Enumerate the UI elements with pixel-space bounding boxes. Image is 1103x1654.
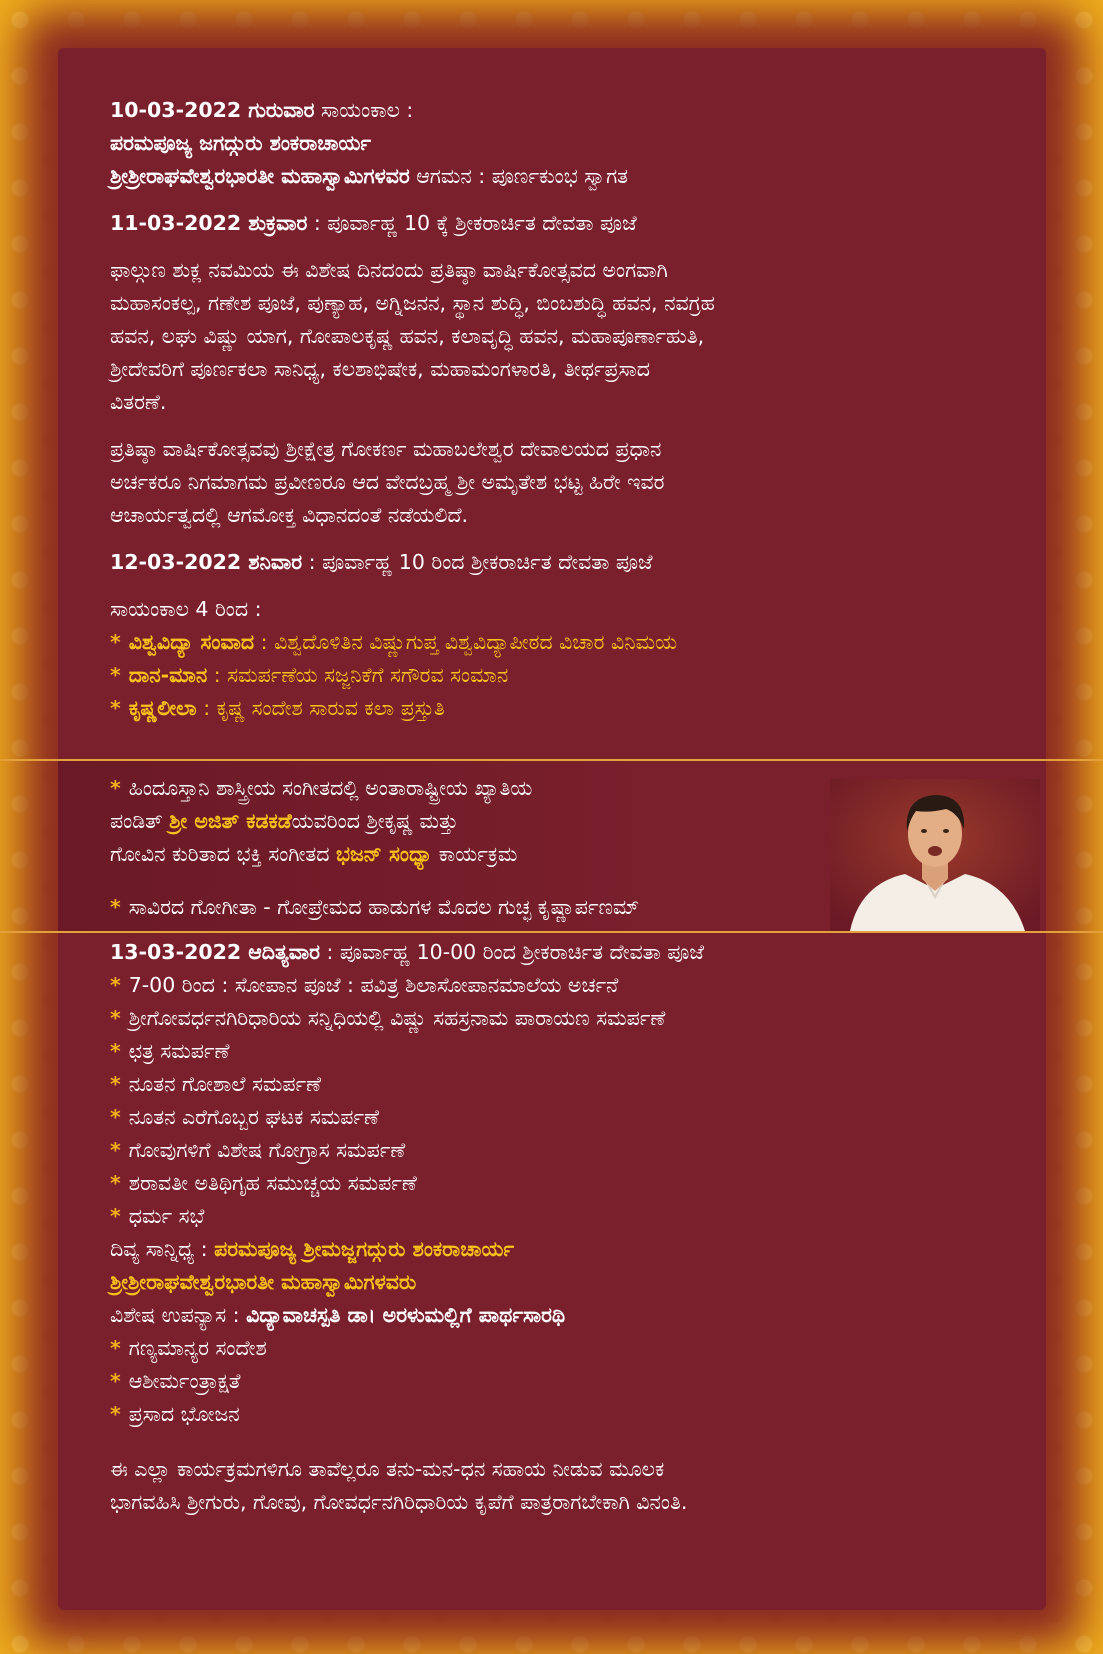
artist-intro: ಹಿಂದೂಸ್ತಾನಿ ಶಾಸ್ತ್ರೀಯ ಸಂಗೀತದಲ್ಲಿ ಅಂತಾರಾಷ್ಟ್ರೀಯ ಖ್ಯಾತಿಯ [128,776,533,800]
artist-portrait-icon [830,779,1040,931]
day2-heading-block [110,207,1010,240]
bullet-star: * [110,1171,121,1195]
day1-swamiji-name: ಶ್ರೀಶ್ರೀರಾಘವೇಶ್ವರಭಾರತೀ ಮಹಾಸ್ವಾಮಿಗಳವರ [110,164,410,188]
list-item [110,659,1010,692]
list-item [110,1002,1010,1035]
day2-para2-line: ಆಚಾರ್ಯತ್ವದಲ್ಲಿ ಆಗಮೋಕ್ತ ವಿಧಾನದಂತೆ ನಡೆಯಲಿದೆ. [110,503,469,527]
item-text: ನೂತನ ಗೋಶಾಲೆ ಸಮರ್ಪಣೆ [128,1072,322,1096]
day2-paragraph-2 [110,433,1010,532]
artist-suffix: ಯವರಿಂದ ಶ್ರೀಕೃಷ್ಣ ಮತ್ತು [291,809,459,833]
day2-para2-line: ಅರ್ಚಕರೂ ನಿಗಮಾಗಮ ಪ್ರವೀಣರೂ ಆದ ವೇದಬ್ರಹ್ಮ ಶ್ರೀ ಅಮೃತೇಶ ಭಟ್ಟ ಹಿರೇ ಇವರ [110,470,665,494]
day2-para1-line: ಮಹಾಸಂಕಲ್ಪ, ಗಣೇಶ ಪೂಜೆ, ಪುಣ್ಯಾಹ, ಅಗ್ನಿಜನನ, ಸ್ಥಾನ ಶುದ್ಧಿ, ಬಿಂಬಶುದ್ಧಿ ಹವನ, ನವಗ್ರಹ [110,291,715,315]
program-name: ಭಜನ್ ಸಂಧ್ಯಾ [336,842,433,866]
list-item [110,1332,1010,1365]
bullet-star: * [110,1039,121,1063]
item-text: ಗಣ್ಯಮಾನ್ಯರ ಸಂದೇಶ [128,1336,267,1360]
item-text: ನೂತನ ಎರೆಗೊಬ್ಬರ ಘಟಕ ಸಮರ್ಪಣೆ [128,1105,379,1129]
item-text: 7-00 ರಿಂದ : ಸೋಪಾನ ಪೂಜೆ : ಪವಿತ್ರ ಶಿಲಾಸೋಪಾನಮಾಲೆಯ ಅರ್ಚನೆ [128,973,619,997]
bullet-star: * [110,1138,121,1162]
artist-photo [830,779,1040,931]
artist-section [110,772,830,924]
item-title: ವಿಶ್ವವಿದ್ಯಾ ಸಂವಾದ [128,630,255,654]
list-item [110,1200,1010,1233]
list-item [110,1068,1010,1101]
day2-heading [110,207,1010,240]
item-title: ಕೃಷ್ಣಲೀಲಾ [128,696,197,720]
item-text: ಆಶೀರ್ಮಂತ್ರಾಕ್ಷತೆ [128,1369,241,1393]
list-item [110,969,1010,1002]
item-text: ಶರಾವತೀ ಅತಿಥಿಗೃಹ ಸಮುಚ್ಚಯ ಸಮರ್ಪಣೆ [128,1171,417,1195]
day4-heading [110,936,1010,969]
list-item [110,1101,1010,1134]
program-suffix: ಕಾರ್ಯಕ್ರಮ [432,842,518,866]
bullet-star: * [110,1105,121,1129]
upanyasa-label: ವಿಶೇಷ ಉಪನ್ಯಾಸ : [110,1303,247,1327]
day3-heading [110,546,1010,579]
artist-name: ಶ್ರೀ ಅಜಿತ್ ಕಡಕಡೆ [169,809,292,833]
day1-time: ಸಾಯಂಕಾಲ : [314,98,414,122]
day4-date: 13-03-2022 ಆದಿತ್ಯವಾರ [110,940,320,964]
artist-line [110,805,830,838]
list-item [110,1167,1010,1200]
day1-block [110,94,1010,193]
divya-label: ದಿವ್ಯ ಸಾನ್ನಿಧ್ಯ : [110,1237,215,1261]
item-text: : ಸಮರ್ಪಣೆಯ ಸಜ್ಜನಿಕೆಗೆ ಸಗೌರವ ಸಂಮಾನ [207,663,509,687]
day2-para1-line: ವಿತರಣೆ. [110,390,167,414]
closing-line: ಈ ಎಲ್ಲಾ ಕಾರ್ಯಕ್ರಮಗಳಿಗೂ ತಾವೆಲ್ಲರೂ ತನು-ಮನ-ಧನ ಸಹಾಯ ನೀಡುವ ಮೂಲಕ [110,1457,665,1481]
list-item [110,1365,1010,1398]
bullet-star: * [110,1402,121,1426]
day3-date: 12-03-2022 ಶನಿವಾರ [110,550,303,574]
bullet-star: * [110,1072,121,1096]
day2-para2-line: ಪ್ರತಿಷ್ಠಾ ವಾರ್ಷಿಕೋತ್ಸವವು ಶ್ರೀಕ್ಷೇತ್ರ ಗೋಕರ್ಣ ಮಹಾಬಲೇಶ್ವರ ದೇವಾಲಯದ ಪ್ರಧಾನ [110,437,662,461]
item-text: : ವಿಶ್ವದೊಳಿತಿನ ವಿಷ್ಣುಗುಪ್ತ ವಿಶ್ವವಿದ್ಯಾಪೀಠದ ವಿಚಾರ ವಿನಿಮಯ [254,630,678,654]
day1-guru-title: ಪರಮಪೂಜ್ಯ ಜಗದ್ಗುರು ಶಂಕರಾಚಾರ್ಯ [110,131,372,155]
artist-line [110,838,830,871]
bullet-star: * [110,696,121,720]
day3-evening-label: ಸಾಯಂಕಾಲ 4 ರಿಂದ : [110,597,262,621]
bullet-star: * [110,1369,121,1393]
day2-para1-line: ಫಾಲ್ಗುಣ ಶುಕ್ಲ ನವಮಿಯ ಈ ವಿಶೇಷ ದಿನದಂದು ಪ್ರತಿಷ್ಠಾ ವಾರ್ಷಿಕೋತ್ಸವದ ಅಂಗವಾಗಿ [110,258,668,282]
bullet-star: * [110,973,121,997]
divider-top [0,759,1103,761]
day2-time: : ಪೂರ್ವಾಹ್ಣ 10 ಕ್ಕೆ ಶ್ರೀಕರಾರ್ಚಿತ ದೇವತಾ ಪೂಜೆ [307,211,637,235]
day2-para1-line: ಹವನ, ಲಘು ವಿಷ್ಣು ಯಾಗ, ಗೋಪಾಲಕೃಷ್ಣ ಹವನ, ಕಲಾವೃದ್ಧಿ ಹವನ, ಮಹಾಪೂರ್ಣಾಹುತಿ, [110,324,705,348]
bullet-star: * [110,1336,121,1360]
bullet-star: * [110,1204,121,1228]
list-item [110,1035,1010,1068]
artist-prefix: ಪಂಡಿತ್ [110,809,170,833]
list-item [110,692,1010,725]
bullet-star: * [110,663,121,687]
divya-sannidhya [110,1233,1010,1266]
day1-date: 10-03-2022 ಗುರುವಾರ [110,98,315,122]
bullet-star: * [110,630,121,654]
divider-bottom [0,931,1103,933]
closing-line: ಭಾಗವಹಿಸಿ ಶ್ರೀಗುರು, ಗೋವು, ಗೋವರ್ಧನಗಿರಿಧಾರಿಯ ಕೃಪೆಗೆ ಪಾತ್ರರಾಗಬೇಕಾಗಿ ವಿನಂತಿ. [110,1490,688,1514]
closing-note [110,1453,1010,1519]
day4-time: : ಪೂರ್ವಾಹ್ಣ 10-00 ರಿಂದ ಶ್ರೀಕರಾರ್ಚಿತ ದೇವತಾ ಪೂಜೆ [319,940,704,964]
album-release: ಸಾವಿರದ ಗೋಗೀತಾ - ಗೋಪ್ರೇಮದ ಹಾಡುಗಳ ಮೊದಲ ಗುಚ್ಛ ಕೃಷ್ಣಾರ್ಪಣಮ್ [128,895,640,919]
item-text: : ಕೃಷ್ಣ ಸಂದೇಶ ಸಾರುವ ಕಲಾ ಪ್ರಸ್ತುತಿ [196,696,445,720]
list-item [110,1134,1010,1167]
item-text: ಧರ್ಮ ಸಭೆ [128,1204,205,1228]
day3-heading-block [110,546,1010,579]
day1-arrival-text: ಆಗಮನ : ಪೂರ್ಣಕುಂಭ ಸ್ವಾಗತ [409,164,629,188]
program-prefix: ಗೋವಿನ ಕುರಿತಾದ ಭಕ್ತಿ ಸಂಗೀತದ [110,842,337,866]
artist-line [110,772,830,805]
item-title: ದಾನ-ಮಾನ [128,663,208,687]
artist-line [110,891,830,924]
day3-evening-block [110,593,1010,725]
special-lecture [110,1299,1010,1332]
item-text: ಛತ್ರ ಸಮರ್ಪಣೆ [128,1039,230,1063]
day1-heading [110,94,1010,127]
list-item [110,626,1010,659]
item-text: ಗೋವುಗಳಿಗೆ ವಿಶೇಷ ಗೋಗ್ರಾಸ ಸಮರ್ಪಣೆ [128,1138,406,1162]
day1-arrival [110,160,1010,193]
day2-para1-line: ಶ್ರೀದೇವರಿಗೆ ಪೂರ್ಣಕಲಾ ಸಾನಿಧ್ಯ, ಕಲಶಾಭಿಷೇಕ, ಮಹಾಮಂಗಳಾರತಿ, ತೀರ್ಥಪ್ರಸಾದ [110,357,650,381]
day2-paragraph-1 [110,254,1010,419]
divya-name-2: ಶ್ರೀಶ್ರೀರಾಘವೇಶ್ವರಭಾರತೀ ಮಹಾಸ್ವಾಮಿಗಳವರು [110,1270,417,1294]
section-day4 [110,936,1010,1519]
upanyasa-name: ವಿದ್ಯಾವಾಚಸ್ಪತಿ ಡಾ। ಅರಳುಮಲ್ಲಿಗೆ ಪಾರ್ಥಸಾರಥಿ [246,1303,566,1327]
item-text: ಪ್ರಸಾದ ಭೋಜನ [128,1402,240,1426]
list-item [110,1398,1010,1431]
item-text: ಶ್ರೀಗೋವರ್ಧನಗಿರಿಧಾರಿಯ ಸನ್ನಿಧಿಯಲ್ಲಿ ವಿಷ್ಣು ಸಹಸ್ರನಾಮ ಪಾರಾಯಣ ಸಮರ್ಪಣೆ [128,1006,666,1030]
day2-date: 11-03-2022 ಶುಕ್ರವಾರ [110,211,308,235]
bullet-star: * [110,776,121,800]
section-day1-day2-day3 [110,94,1010,739]
day3-time: : ಪೂರ್ವಾಹ್ಣ 10 ರಿಂದ ಶ್ರೀಕರಾರ್ಚಿತ ದೇವತಾ ಪೂಜೆ [302,550,653,574]
bullet-star: * [110,895,121,919]
bullet-star: * [110,1006,121,1030]
divya-name: ಪರಮಪೂಜ್ಯ ಶ್ರೀಮಜ್ಜಗದ್ಗುರು ಶಂಕರಾಚಾರ್ಯ [214,1237,515,1261]
